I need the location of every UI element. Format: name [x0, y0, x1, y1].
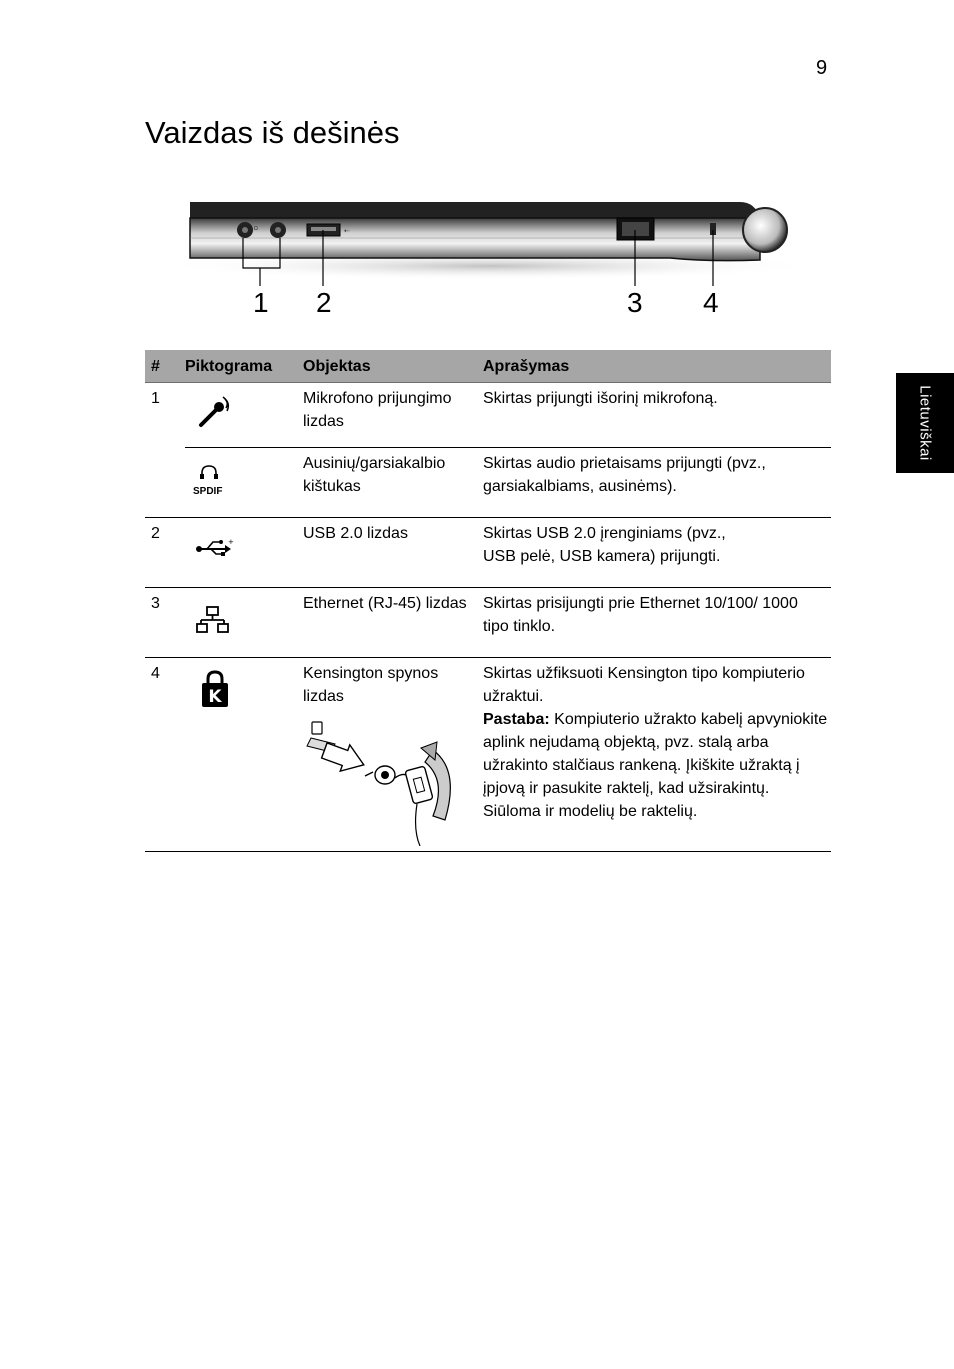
table-row — [145, 448, 831, 518]
row-number: 2 — [151, 525, 160, 542]
ports-table — [145, 350, 831, 852]
callout-2: 2 — [316, 287, 332, 318]
kensington-lock-icon — [201, 670, 229, 715]
row-number: 1 — [151, 390, 160, 407]
page-number: 9 — [816, 57, 828, 79]
row-object: Mikrofono prijungimo lizdas — [303, 390, 452, 430]
row-description-line: Skirtas USB 2.0 įrenginiams (pvz., — [483, 525, 726, 542]
note-text: Kompiuterio užrakto kabelį apvyniokite aplink nejudamą objektą, pvz. stalą arba užrakinto stalčiaus rankeną. Įkiškite užraktą į įpjovą ir pasukite raktelį, kad užsirakintų. Siūloma ir modelių be raktelių. — [483, 711, 828, 820]
svg-text:⇠: ⇠ — [344, 227, 350, 235]
table-row — [145, 658, 831, 852]
table-row — [145, 518, 831, 588]
note-label: Pastaba: — [483, 711, 550, 728]
network-icon — [196, 606, 230, 641]
row-number: 3 — [151, 595, 160, 612]
spdif-label: SPDIF — [193, 486, 223, 497]
usb-icon — [195, 538, 235, 563]
header-object: Objektas — [303, 358, 371, 375]
kensington-description: Skirtas užfiksuoti Kensington tipo kompiuterio užraktui. — [483, 665, 805, 705]
microphone-icon — [195, 395, 231, 438]
row-description: Skirtas audio prietaisams prijungti (pvz., garsiakalbiams, ausinėms). — [483, 455, 766, 495]
row-description: Skirtas prijungti išorinį mikrofoną. — [483, 390, 718, 407]
page-title: Vaizdas iš dešinės — [145, 115, 400, 150]
kensington-k-letter: K — [208, 687, 222, 707]
row-description: Skirtas prisijungti prie Ethernet 10/100/ 1000 tipo tinklo. — [483, 595, 798, 635]
callout-4: 4 — [703, 287, 719, 318]
side-tab-label: Lietuviškai — [916, 385, 934, 461]
svg-text:+: + — [228, 538, 234, 546]
svg-text:Ω: Ω — [254, 226, 258, 232]
row-object: Kensington spynos lizdas — [303, 665, 439, 705]
table-row — [145, 588, 831, 658]
header-icon: Piktograma — [185, 358, 273, 375]
row-description-line: USB pelė, USB kamera) prijungti. — [483, 548, 721, 565]
row-description — [483, 522, 828, 568]
header-description: Aprašymas — [483, 358, 570, 375]
row-number: 4 — [151, 665, 160, 682]
headphones-spdif-icon — [193, 464, 223, 497]
callout-1: 1 — [253, 287, 269, 318]
header-num: # — [151, 358, 160, 375]
row-object: Ausinių/garsiakalbio kištukas — [303, 455, 446, 495]
row-object: Ethernet (RJ-45) lizdas — [303, 595, 467, 612]
language-side-tab — [896, 373, 954, 473]
row-description — [483, 662, 828, 823]
table-header — [145, 350, 831, 383]
table-row — [151, 383, 831, 448]
kensington-lock-illustration — [305, 720, 465, 853]
row-object: USB 2.0 lizdas — [303, 525, 408, 542]
callout-3: 3 — [627, 287, 643, 318]
